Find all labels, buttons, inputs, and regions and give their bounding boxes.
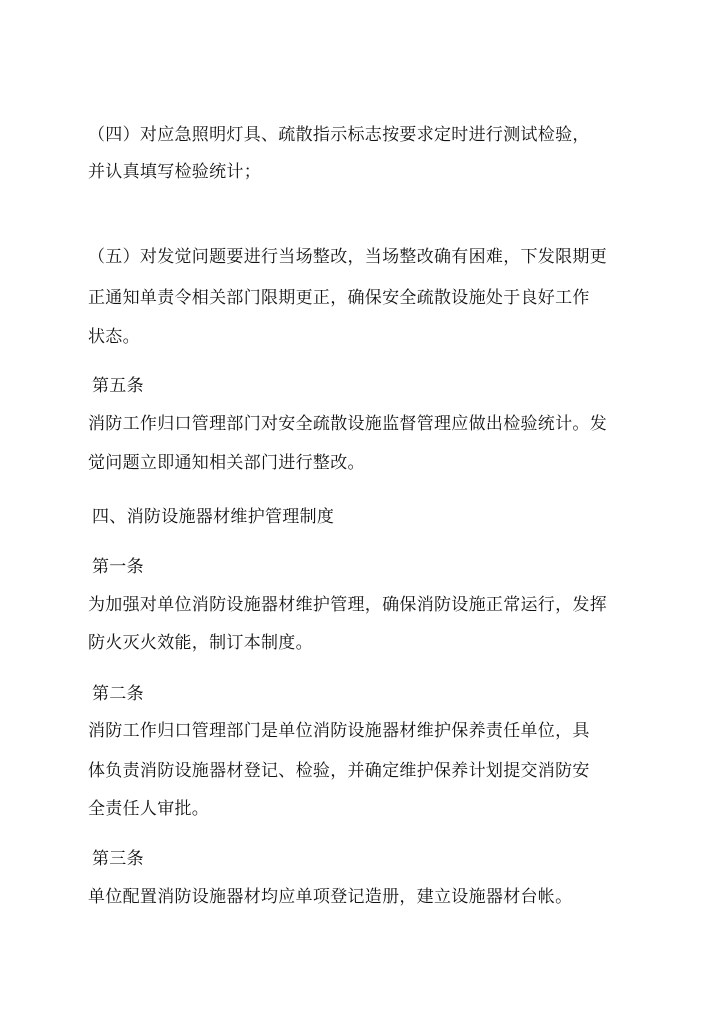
section-4-title: 四、消防设施器材维护管理制度: [92, 507, 335, 527]
article-2-line-3: 全责任人审批。: [88, 799, 210, 819]
article-3-line-1: 单位配置消防设施器材均应单项登记造册，建立设施器材台帐。: [88, 887, 573, 907]
article-1-heading: 第一条: [92, 557, 144, 577]
article-5-line-2: 觉问题立即通知相关部门进行整改。: [88, 453, 365, 473]
article-1-line-1: 为加强对单位消防设施器材维护管理，确保消防设施正常运行，发挥: [88, 595, 607, 615]
article-2-line-2: 体负责消防设施器材登记、检验，并确定维护保养计划提交消防安: [88, 761, 590, 781]
para-4-line-2: 并认真填写检验统计；: [88, 162, 261, 182]
article-3-heading: 第三条: [92, 849, 144, 869]
para-5-line-3: 状态。: [88, 327, 140, 347]
para-5-line-1: （五）对发觉问题要进行当场整改，当场整改确有困难，下发限期更: [88, 247, 607, 267]
article-5-heading: 第五条: [92, 376, 144, 396]
para-4-line-1: （四）对应急照明灯具、疏散指示标志按要求定时进行测试检验，: [88, 125, 590, 145]
article-2-line-1: 消防工作归口管理部门是单位消防设施器材维护保养责任单位，具: [88, 721, 590, 741]
article-1-line-2: 防火灭火效能，制订本制度。: [88, 633, 313, 653]
article-2-heading: 第二条: [92, 684, 144, 704]
article-5-line-1: 消防工作归口管理部门对安全疏散设施监督管理应做出检验统计。发: [88, 414, 607, 434]
para-5-line-2: 正通知单责令相关部门限期更正，确保安全疏散设施处于良好工作: [88, 288, 590, 308]
